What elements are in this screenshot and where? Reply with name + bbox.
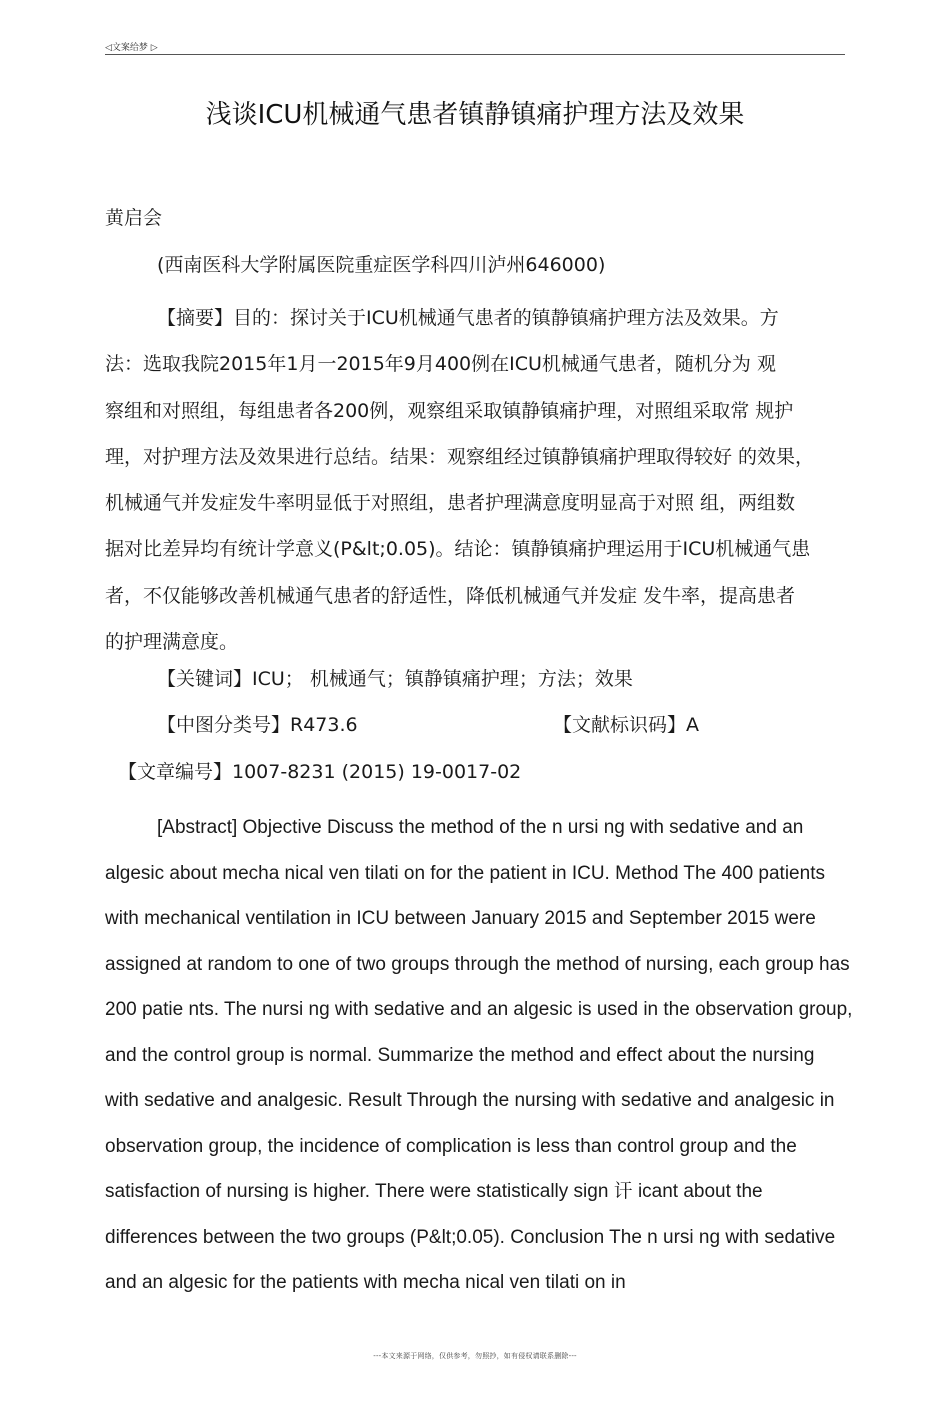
page-header: ◁文案给梦 ▷ xyxy=(105,43,158,53)
abstract-cn-line: 据对比差异均有统计学意义(P&lt;0.05)。结论：镇静镇痛护理运用于ICU机械通气患 xyxy=(105,538,811,561)
abstract-en-line: [Abstract] Objective Discuss the method of the n ursi ng with sedative and an xyxy=(157,817,804,838)
abstract-en-line: and an algesic for the patients with mecha nical ven tilati on in xyxy=(105,1272,626,1293)
article-title: 浅谈ICU机械通气患者镇静镇痛护理方法及效果 xyxy=(205,100,745,130)
abstract-cn-line: 的护理满意度。 xyxy=(105,631,239,654)
document-code: 【文献标识码】A xyxy=(553,714,699,736)
abstract-en-line: differences between the two groups (P&lt;0.05). Conclusion The n ursi ng with sedative xyxy=(105,1226,836,1248)
abstract-en-line: algesic about mecha nical ven tilati on for the patient in ICU. Method The 400 patients xyxy=(105,862,825,884)
keywords: 【关键词】ICU； 机械通气；镇静镇痛护理；方法；效果 xyxy=(157,668,633,690)
abstract-cn-line: 法：选取我院2015年1月一2015年9月400例在ICU机械通气患者，随机分为 观 xyxy=(105,353,776,376)
header-divider xyxy=(105,54,845,55)
abstract-cn-line: 察组和对照组，每组患者各200例，观察组采取镇静镇痛护理，对照组采取常 规护 xyxy=(105,399,794,422)
abstract-en-line: assigned at random to one of two groups through the method of nursing, each group has xyxy=(105,953,850,975)
abstract-english xyxy=(105,805,865,1306)
clc-number: 【中图分类号】R473.6 xyxy=(157,714,358,736)
article-number: 【文章编号】1007-8231 (2015) 19-0017-02 xyxy=(118,761,522,783)
author-affiliation: (西南医科大学附属医院重症医学科四川泸州646000) xyxy=(157,254,606,276)
abstract-cn-line: 者，不仅能够改善机械通气患者的舒适性，降低机械通气并发症 发牛率，提高患者 xyxy=(105,584,796,607)
abstract-en-line: 200 patie nts. The nursi ng with sedative and an algesic is used in the observation group, xyxy=(105,999,853,1020)
page-footer: ---本文来源于网络，仅供参考，勿照抄，如有侵权请联系删除--- xyxy=(373,1352,577,1360)
author-name: 黄启会 xyxy=(105,207,163,229)
abstract-cn-line: 【摘要】目的：探讨关于ICU机械通气患者的镇静镇痛护理方法及效果。方 xyxy=(157,307,779,329)
abstract-en-line: with sedative and analgesic. Result Through the nursing with sedative and analgesic in xyxy=(105,1090,835,1111)
abstract-chinese xyxy=(105,295,855,665)
abstract-en-line: and the control group is normal. Summarize the method and effect about the nursing xyxy=(105,1044,815,1066)
abstract-cn-line: 机械通气并发症发牛率明显低于对照组，患者护理满意度明显高于对照 组，两组数 xyxy=(105,492,796,515)
abstract-en-line: with mechanical ventilation in ICU between January 2015 and September 2015 were xyxy=(105,908,816,929)
abstract-en-line: observation group, the incidence of complication is less than control group and the xyxy=(105,1135,797,1157)
abstract-en-line: satisfaction of nursing is higher. There were statistically sign 讦 icant about the xyxy=(105,1181,763,1202)
abstract-cn-line: 理，对护理方法及效果进行总结。结果：观察组经过镇静镇痛护理取得较好 的效果， xyxy=(105,445,815,468)
